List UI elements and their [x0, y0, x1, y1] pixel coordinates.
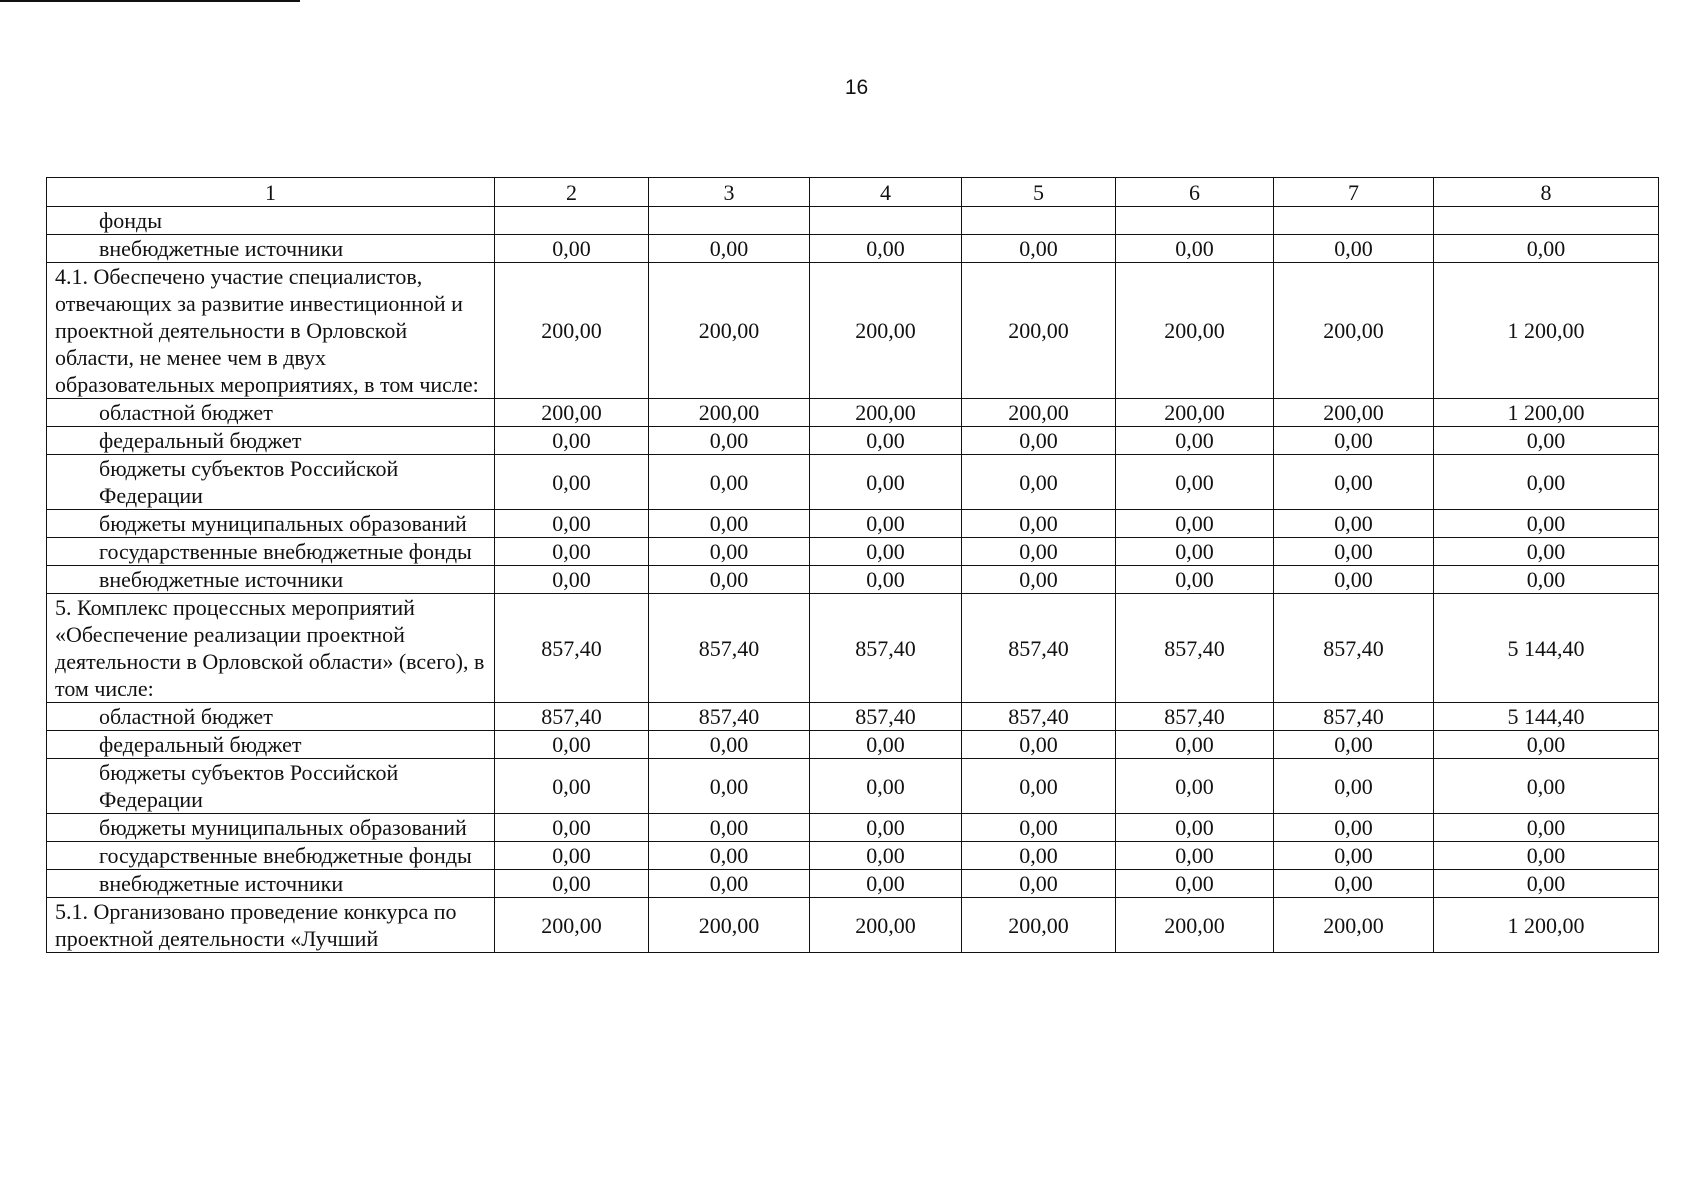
row-label: государственные внебюджетные фонды: [47, 538, 495, 566]
value-cell: 0,00: [1274, 842, 1434, 870]
value-cell: [1116, 207, 1274, 235]
value-cell: 0,00: [1434, 510, 1659, 538]
column-header: 1: [47, 178, 495, 207]
value-cell: 0,00: [1274, 814, 1434, 842]
row-label: федеральный бюджет: [47, 731, 495, 759]
value-cell: 200,00: [1274, 399, 1434, 427]
value-cell: 0,00: [649, 566, 810, 594]
value-cell: 0,00: [1274, 235, 1434, 263]
value-cell: 0,00: [962, 427, 1116, 455]
value-cell: 0,00: [495, 731, 649, 759]
value-cell: 200,00: [495, 263, 649, 399]
row-label: 5. Комплекс процессных мероприятий «Обеспечение реализации проектной деятельности в Орловской области» (всего), в том числе:: [47, 594, 495, 703]
value-cell: 0,00: [495, 455, 649, 510]
value-cell: 200,00: [1116, 399, 1274, 427]
value-cell: 0,00: [1116, 842, 1274, 870]
value-cell: 857,40: [1274, 703, 1434, 731]
value-cell: 0,00: [1434, 538, 1659, 566]
table-row: [47, 263, 1659, 399]
value-cell: 5 144,40: [1434, 594, 1659, 703]
value-cell: 0,00: [1434, 842, 1659, 870]
value-cell: 1 200,00: [1434, 263, 1659, 399]
value-cell: 0,00: [1116, 538, 1274, 566]
table-row: [47, 898, 1659, 953]
table-header-row: [47, 178, 1659, 207]
value-cell: 0,00: [495, 759, 649, 814]
value-cell: 0,00: [649, 759, 810, 814]
value-cell: 200,00: [1274, 263, 1434, 399]
value-cell: 0,00: [649, 455, 810, 510]
value-cell: 857,40: [962, 703, 1116, 731]
value-cell: 200,00: [649, 263, 810, 399]
row-label: областной бюджет: [47, 399, 495, 427]
value-cell: 0,00: [962, 842, 1116, 870]
value-cell: 857,40: [810, 703, 962, 731]
row-label: внебюджетные источники: [47, 870, 495, 898]
value-cell: 0,00: [810, 842, 962, 870]
value-cell: 0,00: [1434, 427, 1659, 455]
value-cell: 0,00: [495, 814, 649, 842]
value-cell: 1 200,00: [1434, 399, 1659, 427]
value-cell: 0,00: [649, 427, 810, 455]
value-cell: 857,40: [649, 703, 810, 731]
value-cell: 0,00: [810, 759, 962, 814]
value-cell: 0,00: [1116, 455, 1274, 510]
row-label: бюджеты муниципальных образований: [47, 510, 495, 538]
value-cell: 0,00: [962, 455, 1116, 510]
value-cell: 200,00: [810, 399, 962, 427]
value-cell: 200,00: [962, 399, 1116, 427]
value-cell: 0,00: [1274, 566, 1434, 594]
value-cell: 200,00: [495, 399, 649, 427]
value-cell: 857,40: [1116, 594, 1274, 703]
value-cell: 0,00: [1274, 538, 1434, 566]
value-cell: 0,00: [810, 235, 962, 263]
value-cell: 0,00: [649, 870, 810, 898]
table-row: [47, 399, 1659, 427]
value-cell: [962, 207, 1116, 235]
value-cell: 0,00: [1116, 731, 1274, 759]
column-header: 7: [1274, 178, 1434, 207]
value-cell: 857,40: [649, 594, 810, 703]
column-header: 5: [962, 178, 1116, 207]
value-cell: 0,00: [962, 870, 1116, 898]
row-label: бюджеты субъектов Российской Федерации: [47, 759, 495, 814]
value-cell: 0,00: [1274, 870, 1434, 898]
value-cell: 200,00: [962, 263, 1116, 399]
value-cell: 0,00: [810, 455, 962, 510]
table-row: [47, 207, 1659, 235]
table-row: [47, 703, 1659, 731]
value-cell: 857,40: [495, 594, 649, 703]
value-cell: 200,00: [962, 898, 1116, 953]
value-cell: 0,00: [962, 510, 1116, 538]
value-cell: 0,00: [649, 510, 810, 538]
table-row: [47, 455, 1659, 510]
column-header: 6: [1116, 178, 1274, 207]
value-cell: 857,40: [495, 703, 649, 731]
value-cell: 0,00: [1434, 731, 1659, 759]
value-cell: 0,00: [1116, 870, 1274, 898]
value-cell: 0,00: [649, 731, 810, 759]
value-cell: 0,00: [495, 870, 649, 898]
value-cell: 857,40: [810, 594, 962, 703]
value-cell: 0,00: [1274, 759, 1434, 814]
value-cell: 0,00: [1274, 510, 1434, 538]
value-cell: 0,00: [1434, 566, 1659, 594]
value-cell: [810, 207, 962, 235]
value-cell: 0,00: [495, 842, 649, 870]
value-cell: 0,00: [649, 842, 810, 870]
table-row: [47, 842, 1659, 870]
value-cell: 0,00: [495, 538, 649, 566]
value-cell: 0,00: [962, 235, 1116, 263]
value-cell: 0,00: [649, 538, 810, 566]
column-header: 4: [810, 178, 962, 207]
value-cell: 200,00: [649, 898, 810, 953]
table-row: [47, 594, 1659, 703]
value-cell: 0,00: [810, 870, 962, 898]
value-cell: 5 144,40: [1434, 703, 1659, 731]
value-cell: 0,00: [649, 235, 810, 263]
value-cell: [495, 207, 649, 235]
value-cell: 0,00: [1274, 731, 1434, 759]
row-label: внебюджетные источники: [47, 566, 495, 594]
value-cell: 0,00: [495, 235, 649, 263]
value-cell: 200,00: [810, 263, 962, 399]
table-row: [47, 759, 1659, 814]
value-cell: 0,00: [649, 814, 810, 842]
row-label: фонды: [47, 207, 495, 235]
table-row: [47, 814, 1659, 842]
value-cell: 0,00: [962, 731, 1116, 759]
value-cell: 200,00: [649, 399, 810, 427]
row-label: государственные внебюджетные фонды: [47, 842, 495, 870]
value-cell: 0,00: [810, 538, 962, 566]
row-label: 5.1. Организовано проведение конкурса по проектной деятельности «Лучший: [47, 898, 495, 953]
value-cell: 0,00: [810, 814, 962, 842]
value-cell: 0,00: [1116, 814, 1274, 842]
value-cell: 0,00: [495, 427, 649, 455]
table-body: [47, 178, 1659, 953]
value-cell: 0,00: [810, 510, 962, 538]
value-cell: 0,00: [962, 814, 1116, 842]
value-cell: 0,00: [1434, 235, 1659, 263]
value-cell: 0,00: [1116, 759, 1274, 814]
row-label: 4.1. Обеспечено участие специалистов, отвечающих за развитие инвестиционной и проектной деятельности в Орловской области, не менее чем в двух образовательных мероприятиях, в том числе:: [47, 263, 495, 399]
table-row: [47, 510, 1659, 538]
row-label: федеральный бюджет: [47, 427, 495, 455]
value-cell: 0,00: [1274, 455, 1434, 510]
value-cell: 200,00: [810, 898, 962, 953]
value-cell: [1434, 207, 1659, 235]
value-cell: 0,00: [1116, 235, 1274, 263]
value-cell: 857,40: [962, 594, 1116, 703]
value-cell: 0,00: [962, 759, 1116, 814]
table-row: [47, 427, 1659, 455]
table-row: [47, 566, 1659, 594]
value-cell: 0,00: [810, 427, 962, 455]
value-cell: 200,00: [1116, 263, 1274, 399]
table-row: [47, 870, 1659, 898]
table-row: [47, 731, 1659, 759]
value-cell: 857,40: [1116, 703, 1274, 731]
value-cell: 0,00: [962, 538, 1116, 566]
value-cell: 0,00: [1434, 870, 1659, 898]
value-cell: 200,00: [1116, 898, 1274, 953]
table-row: [47, 538, 1659, 566]
column-header: 8: [1434, 178, 1659, 207]
row-label: областной бюджет: [47, 703, 495, 731]
value-cell: 0,00: [810, 566, 962, 594]
row-label: бюджеты муниципальных образований: [47, 814, 495, 842]
value-cell: 1 200,00: [1434, 898, 1659, 953]
value-cell: 0,00: [1434, 814, 1659, 842]
value-cell: 0,00: [1116, 510, 1274, 538]
value-cell: [1274, 207, 1434, 235]
column-header: 2: [495, 178, 649, 207]
row-label: внебюджетные источники: [47, 235, 495, 263]
value-cell: 0,00: [1274, 427, 1434, 455]
value-cell: 0,00: [1434, 455, 1659, 510]
value-cell: 0,00: [1116, 566, 1274, 594]
table-row: [47, 235, 1659, 263]
value-cell: 0,00: [495, 566, 649, 594]
column-header: 3: [649, 178, 810, 207]
value-cell: 857,40: [1274, 594, 1434, 703]
page-number: 16: [844, 76, 869, 99]
value-cell: 0,00: [962, 566, 1116, 594]
value-cell: 200,00: [1274, 898, 1434, 953]
row-label: бюджеты субъектов Российской Федерации: [47, 455, 495, 510]
top-rule: [0, 0, 300, 2]
value-cell: 0,00: [495, 510, 649, 538]
value-cell: [649, 207, 810, 235]
value-cell: 0,00: [1116, 427, 1274, 455]
value-cell: 0,00: [1434, 759, 1659, 814]
value-cell: 200,00: [495, 898, 649, 953]
value-cell: 0,00: [810, 731, 962, 759]
budget-table: [46, 177, 1659, 953]
